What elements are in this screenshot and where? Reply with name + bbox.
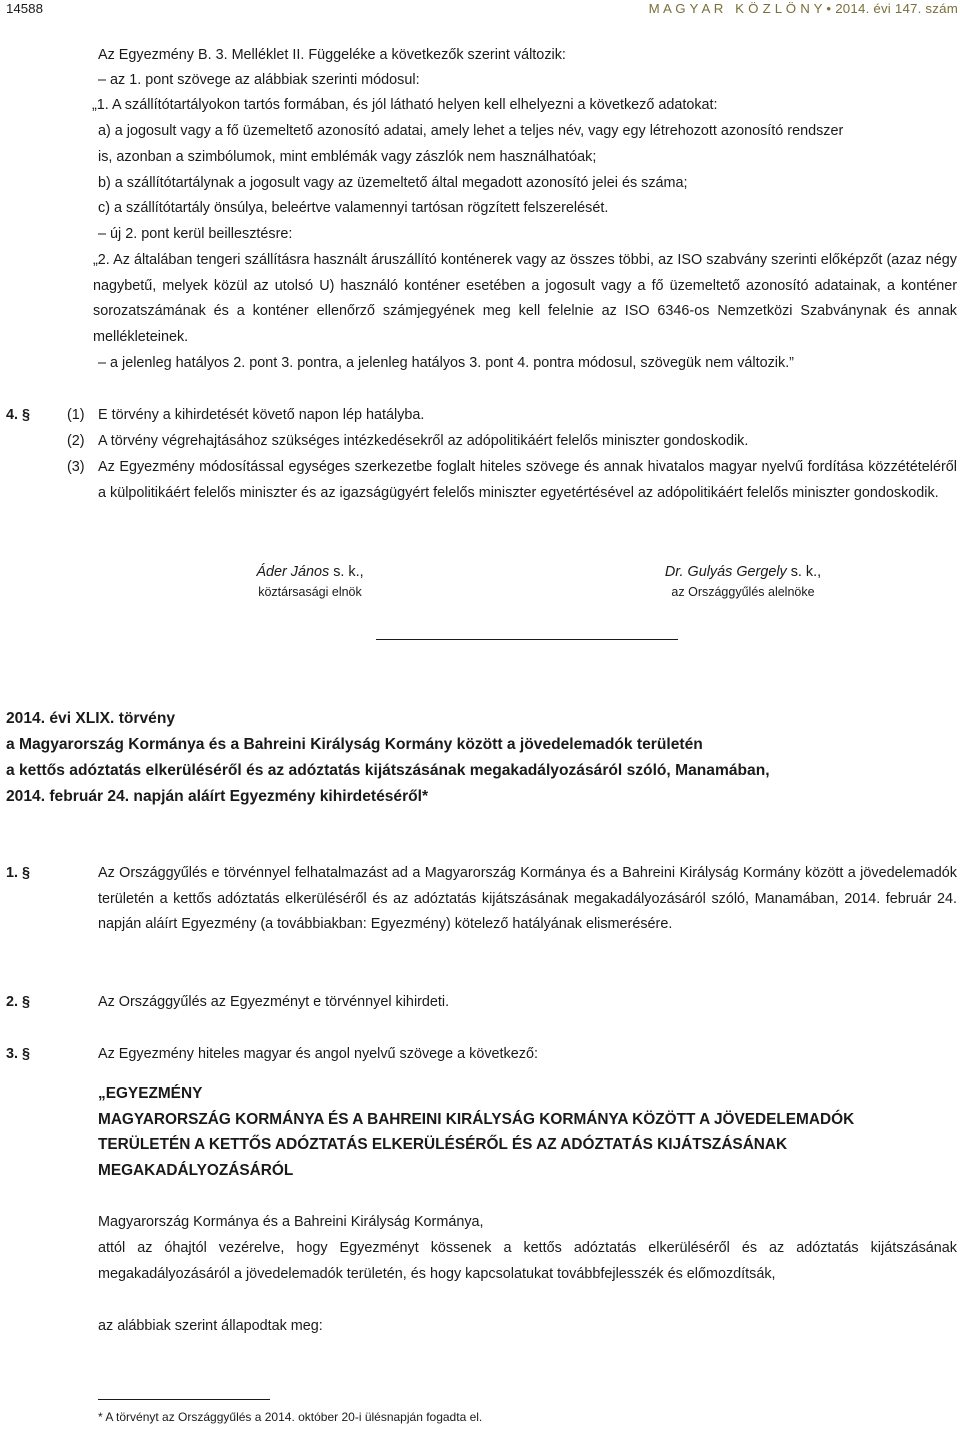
separator-rule [376,639,678,640]
law-title-line-3: a kettős adóztatás elkerüléséről és az adóztatás kijátszásának megakadályozásáról szóló, Manamában, [6,762,770,779]
signature-left-name [200,560,420,586]
signer-left-suffix: s. k., [329,564,364,580]
section-1-number: 1. § [6,865,31,881]
amend-line-8: – új 2. pont kerül beillesztésre: [98,226,293,242]
footnote-text: * A törvényt az Országgyűlés a 2014. október 20-i ülésnapján fogadta el. [98,1410,483,1424]
amend-line-3: „1. A szállítótartályokon tartós formában, és jól látható helyen kell elhelyezni a következő adatokat: [92,97,718,113]
amend-paragraph-2: „2. Az általában tengeri szállításra használt áruszállító konténerek vagy az összes többi, az ISO szabvány szerinti előképzőt (azaz négy nagybetű, melyek közül az utolsó U) használó konténer esetében a jogosult vagy a fő üzemeltető azonosító adatainak, a konténer sorozatszámának és a konténer ellenőrző számjegyének meg kell felelnie az ISO 6346-os Nemzetközi Szabványnak és annak mellékleteinek. [93,252,957,345]
law-title-line-4: 2014. február 24. napján aláírt Egyezmény kihirdetéséről* [6,788,429,805]
signer-right-name: Dr. Gulyás Gergely [664,564,787,580]
amend-line-1: Az Egyezmény B. 3. Melléklet II. Függeléke a következők szerint változik: [98,47,566,63]
section-2-text: Az Országgyűlés az Egyezményt e törvénnyel kihirdeti. [98,994,450,1010]
section-4-para-3: Az Egyezmény módosítással egységes szerkezetbe foglalt hiteles szövege és annak hivatalos magyar nyelvű fordítása közzétételéről a külpolitikáért felelős miniszter és az igazságügyért felelős miniszter egyetértésével az adópolitikáért felelős miniszter gondoskodik. [98,459,957,501]
law-title-line-1: 2014. évi XLIX. törvény [6,710,176,727]
treaty-heading-3: TERÜLETÉN A KETTŐS ADÓZTATÁS ELKERÜLÉSÉRŐL ÉS AZ ADÓZTATÁS KIJÁTSZÁSÁNAK [98,1136,788,1153]
signature-right-role: az Országgyűlés alelnöke [671,585,815,599]
issue-number: 2014. évi 147. szám [835,1,958,16]
section-4-para-2-number: (2) [67,433,85,449]
signer-left-name: Áder János [256,564,330,580]
section-4-para-1-number: (1) [67,407,85,423]
header-bullet: • [826,1,832,16]
section-1-text: Az Országgyűlés e törvénnyel felhatalmazást ad a Magyarország Kormánya és a Bahreini Királyság Kormány között a jövedelemadók területén a kettős adóztatás elkerüléséről és az adóztatás kijátszásának megakadályozásáról szóló, Manamában, 2014. február 24. napján aláírt Egyezmény (a továbbiakban: Egyezmény) kötelező hatályának elismerésére. [98,865,957,933]
signature-right-name [630,560,856,586]
amend-line-5: is, azonban a szimbólumok, mint emblémák vagy zászlók nem használhatóak; [98,149,597,165]
treaty-heading-1: „EGYEZMÉNY [98,1085,203,1102]
page-number: 14588 [6,1,43,16]
amend-line-7: c) a szállítótartály önsúlya, beleértve valamennyi tartósan rögzített felszerelését. [98,200,609,216]
footnote-rule [98,1399,270,1400]
section-4-para-1: E törvény a kihirdetését követő napon lép hatályba. [98,407,425,423]
section-4-para-2: A törvény végrehajtásához szükséges intézkedésekről az adópolitikáért felelős miniszter gondoskodik. [98,433,749,449]
amend-line-4: a) a jogosult vagy a fő üzemeltető azonosító adatai, amely lehet a teljes név, vagy egy létrehozott azonosító rendszer [98,123,844,139]
journal-name: M A G Y A R K Ö Z L Ö N Y [648,1,823,16]
signer-right-suffix: s. k., [786,564,822,580]
treaty-heading-2: MAGYARORSZÁG KORMÁNYA ÉS A BAHREINI KIRÁLYSÁG KORMÁNYA KÖZÖTT A JÖVEDELEMADÓK [98,1111,855,1128]
amend-line-6: b) a szállítótartálynak a jogosult vagy az üzemeltető által megadott azonosító jelei és száma; [98,175,688,191]
section-3-text: Az Egyezmény hiteles magyar és angol nyelvű szövege a következő: [98,1046,538,1062]
amend-line-9: – a jelenleg hatályos 2. pont 3. pontra, a jelenleg hatályos 3. pont 4. pontra módosul, szövegük nem változik.” [98,355,794,371]
journal-header [649,0,958,18]
law-title-line-2: a Magyarország Kormánya és a Bahreini Királyság Kormány között a jövedelemadók területén [6,736,703,753]
section-2-number: 2. § [6,994,31,1010]
treaty-agreed: az alábbiak szerint állapodtak meg: [98,1318,323,1334]
section-4-number: 4. § [6,407,31,423]
treaty-parties: Magyarország Kormánya és a Bahreini Királyság Kormánya, [98,1214,484,1230]
section-4-para-3-number: (3) [67,459,85,475]
treaty-heading-4: MEGAKADÁLYOZÁSÁRÓL [98,1162,294,1179]
amend-line-2: – az 1. pont szövege az alábbiak szerinti módosul: [98,72,420,88]
section-3-number: 3. § [6,1046,31,1062]
signature-left-role: köztársasági elnök [258,585,362,599]
treaty-intro: attól az óhajtól vezérelve, hogy Egyezményt kössenek a kettős adóztatás elkerüléséről és az adóztatás kijátszásának megakadályozásáról a jövedelemadók területén, és hogy kapcsolatukat továbbfejlesszék és előmozdítsák, [98,1240,957,1282]
